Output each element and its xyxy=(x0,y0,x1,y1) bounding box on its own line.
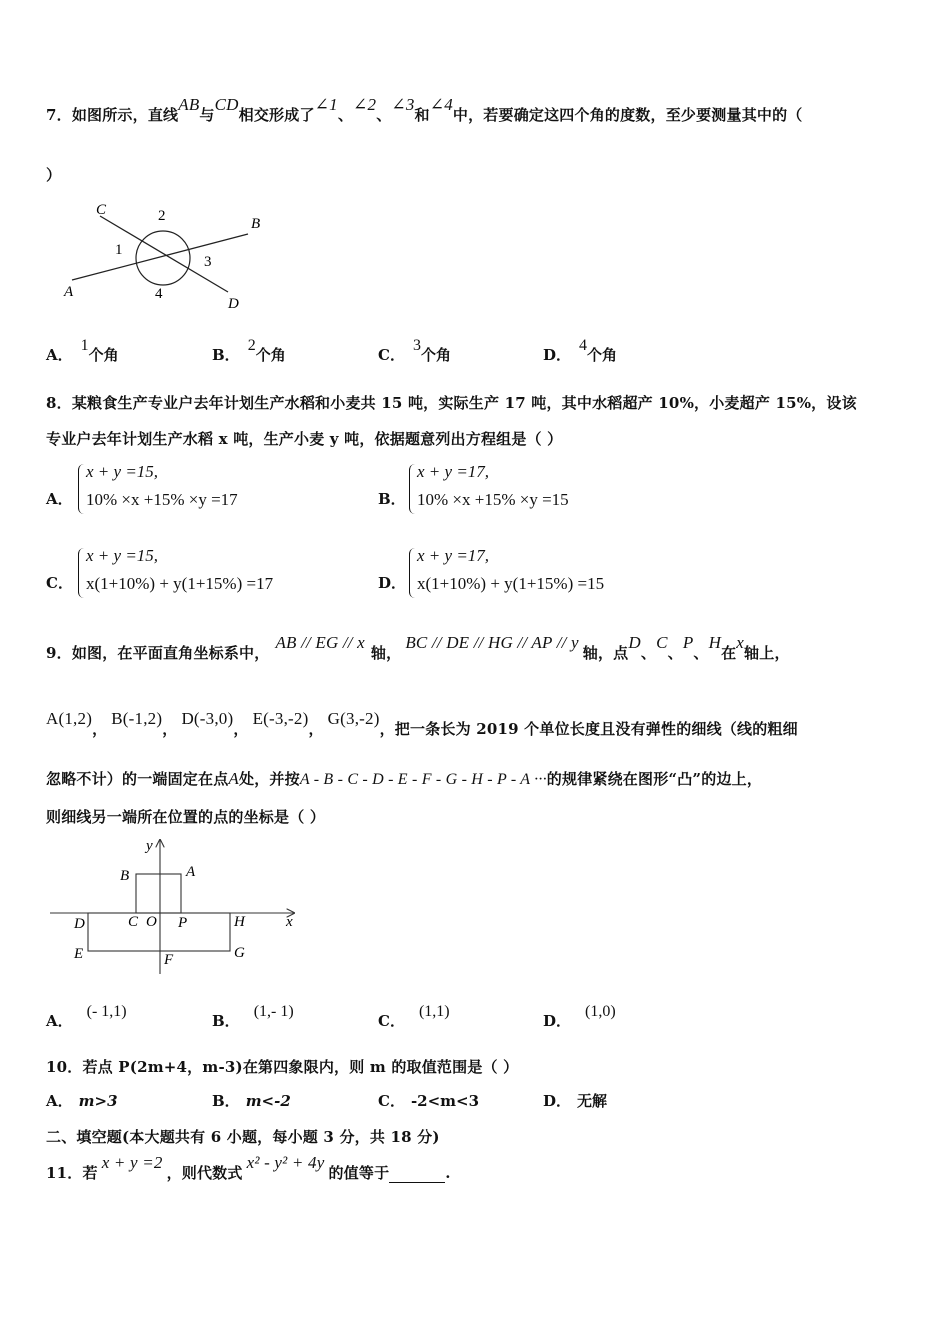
q11-number: 11．若 xyxy=(46,1164,98,1182)
q9-line3a: 忽略不计）的一端固定在点 xyxy=(46,770,229,788)
brace xyxy=(78,548,85,598)
option-letter: C． xyxy=(378,1092,405,1110)
brace xyxy=(78,464,85,514)
coord-b: B(-1,2) xyxy=(111,709,163,728)
option-letter: D． xyxy=(543,346,572,364)
option-value: (1,1) xyxy=(418,1003,450,1020)
q7-option-d[interactable] xyxy=(543,337,618,365)
point-c: C xyxy=(656,633,668,652)
option-text: m<-2 xyxy=(245,1092,291,1110)
q10-option-a[interactable] xyxy=(46,1090,118,1111)
q8-option-a-letter: A． xyxy=(46,490,73,508)
q7-line-ab: AB xyxy=(178,95,200,114)
q9-parallel-x: AB // EG // x xyxy=(275,633,365,652)
q9-axis: 轴， xyxy=(370,644,402,662)
sep: 、 xyxy=(640,644,657,662)
q10-option-d[interactable] xyxy=(543,1090,607,1111)
label-f: F xyxy=(164,952,174,968)
q9-intro: 9．如图，在平面直角坐标系中， xyxy=(46,644,270,662)
q7-and: 和 xyxy=(414,106,430,124)
q7-option-c[interactable] xyxy=(378,337,451,365)
option-number: 2 xyxy=(247,337,256,354)
q9-line2-tail: ，把一条长为 2019 个单位长度且没有弹性的细线（线的粗细 xyxy=(379,720,798,738)
q9-option-b[interactable] xyxy=(212,1003,294,1031)
label-3: 3 xyxy=(204,254,212,270)
q9-stem-line1 xyxy=(46,633,790,663)
option-text: 无解 xyxy=(577,1092,608,1110)
top-rect xyxy=(136,874,181,913)
q11-expression: x² - y² + 4y xyxy=(246,1153,325,1172)
q9-figure xyxy=(48,836,308,976)
option-letter: D． xyxy=(543,1012,572,1030)
q7-tail: 中，若要确定这四个角的度数，至少要测量其中的（ xyxy=(452,106,803,124)
q8-option-a[interactable] xyxy=(78,464,278,516)
q8-option-c-letter: C． xyxy=(46,574,73,592)
q9-option-c[interactable] xyxy=(378,1003,450,1031)
answer-blank[interactable] xyxy=(389,1168,445,1183)
option-letter: A． xyxy=(46,1092,73,1110)
option-text: 个角 xyxy=(587,346,618,364)
brace xyxy=(409,464,416,514)
comma: ， xyxy=(233,720,249,738)
option-text: 个角 xyxy=(255,346,286,364)
q10-option-b[interactable] xyxy=(212,1090,291,1111)
q10-stem: 10．若点 P(2m+4，m-3)在第四象限内，则 m 的取值范围是（ ） xyxy=(46,1058,519,1076)
equation-1: x + y =15, xyxy=(86,546,159,565)
q9-sequence: A - B - C - D - E - F - G - H - P - A ··· xyxy=(299,771,547,788)
option-letter: A． xyxy=(46,346,73,364)
comma: ， xyxy=(162,720,178,738)
coord-g: G(3,-2) xyxy=(327,709,380,728)
q10-option-c[interactable] xyxy=(378,1090,479,1111)
bottom-rect xyxy=(88,913,230,951)
q9-line3c: 的规律紧绕在图形“凸”的边上， xyxy=(546,770,763,788)
point-h: H xyxy=(708,633,722,652)
equation-1: x + y =17, xyxy=(417,462,490,481)
q8-option-d-letter: D． xyxy=(378,574,407,592)
equation-2: x(1+10%) + y(1+15%) =17 xyxy=(86,574,274,593)
q7-angle-4: ∠4 xyxy=(429,95,453,114)
q8-option-d[interactable] xyxy=(409,548,649,600)
q7-option-b[interactable] xyxy=(212,337,286,365)
q11-tail: 的值等于 xyxy=(328,1164,390,1182)
label-b: B xyxy=(251,216,261,232)
label-x: x xyxy=(286,914,293,930)
label-y: y xyxy=(146,838,153,854)
option-text: 个角 xyxy=(420,346,451,364)
line-ab xyxy=(72,234,248,280)
q11-stem xyxy=(46,1153,451,1183)
label-o: O xyxy=(146,914,157,930)
option-number: 3 xyxy=(412,337,421,354)
sep: 、 xyxy=(693,644,709,662)
label-a: A xyxy=(186,864,196,880)
coord-a: A(1,2) xyxy=(46,709,93,728)
option-text: 个角 xyxy=(88,346,119,364)
option-letter: B． xyxy=(212,346,240,364)
q9-parallel-y: BC // DE // HG // AP // y xyxy=(405,633,579,652)
label-c: C xyxy=(128,914,139,930)
q9-option-d[interactable] xyxy=(543,1003,616,1031)
equation-1: x + y =17, xyxy=(417,546,490,565)
sep: 、 xyxy=(667,644,683,662)
label-b: B xyxy=(120,868,130,884)
q7-figure xyxy=(58,196,278,316)
label-h: H xyxy=(234,914,245,930)
q11-mid: ，则代数式 xyxy=(166,1164,243,1182)
q7-sep: 、 xyxy=(376,106,392,124)
q9-stem-line3 xyxy=(46,768,762,789)
option-letter: A． xyxy=(46,1012,73,1030)
q7-stem xyxy=(46,95,803,125)
label-e: E xyxy=(74,946,84,962)
comma: ， xyxy=(92,720,108,738)
q7-sep: 、 xyxy=(337,106,354,124)
option-value: (- 1,1) xyxy=(86,1003,127,1020)
q8-option-c[interactable] xyxy=(78,548,318,600)
option-text: -2<m<3 xyxy=(410,1092,480,1110)
q8-option-b[interactable] xyxy=(409,464,609,516)
q9-axis: 轴，点 xyxy=(582,644,629,662)
q9-option-a[interactable] xyxy=(46,1003,127,1031)
section-heading: 二、填空题(本大题共有 6 小题，每小题 3 分，共 18 分) xyxy=(46,1128,440,1146)
q7-angle-2: ∠2 xyxy=(353,95,377,114)
option-value: (1,0) xyxy=(585,1003,616,1020)
q11-end: . xyxy=(445,1164,451,1182)
q7-number: 7．如图所示，直线 xyxy=(46,106,179,124)
x-axis-symbol: x xyxy=(736,633,745,652)
label-p: P xyxy=(178,915,188,931)
q7-mid: 相交形成了 xyxy=(238,106,315,124)
q9-line3b: 处，并按 xyxy=(239,770,300,788)
q7-close-paren: ） xyxy=(46,166,62,184)
q7-with: 与 xyxy=(199,106,215,124)
coord-e: E(-3,-2) xyxy=(252,709,309,728)
point-d: D xyxy=(628,633,641,652)
q7-angle-3: ∠3 xyxy=(391,95,415,114)
label-d: D xyxy=(74,916,85,932)
q9-on: 在 xyxy=(721,644,737,662)
q7-angle-1: ∠1 xyxy=(314,95,338,114)
point-p: P xyxy=(682,633,694,652)
comma: ， xyxy=(308,720,324,738)
point-a: A xyxy=(228,769,239,788)
coord-d: D(-3,0) xyxy=(181,709,234,728)
q9-stem-line4: 则细线另一端所在位置的点的坐标是（ ） xyxy=(46,808,326,826)
option-letter: B． xyxy=(212,1092,240,1110)
label-2: 2 xyxy=(158,208,166,224)
q11-condition: x + y =2 xyxy=(101,1153,163,1172)
equation-1: x + y =15, xyxy=(86,462,159,481)
option-number: 1 xyxy=(80,337,89,354)
brace xyxy=(409,548,416,598)
equation-2: 10% ×x +15% ×y =15 xyxy=(417,490,569,509)
q7-line-cd: CD xyxy=(214,95,239,114)
option-number: 4 xyxy=(579,337,588,354)
label-g: G xyxy=(234,945,245,961)
equation-2: 10% ×x +15% ×y =17 xyxy=(86,490,238,509)
equation-2: x(1+10%) + y(1+15%) =15 xyxy=(417,574,605,593)
q9-axis: 轴上， xyxy=(744,644,790,662)
option-letter: C． xyxy=(378,1012,405,1030)
q8-stem-line1: 8．某粮食生产专业户去年计划生产水稻和小麦共 15 吨，实际生产 17 吨，其中水稻超产 10%，小麦超产 15%，设该 xyxy=(46,394,857,412)
q8-option-b-letter: B． xyxy=(378,490,406,508)
option-value: (1,- 1) xyxy=(253,1003,294,1020)
option-letter: B． xyxy=(212,1012,240,1030)
label-d: D xyxy=(228,296,239,312)
label-a: A xyxy=(64,284,74,300)
label-c: C xyxy=(96,202,107,218)
q7-option-a[interactable] xyxy=(46,337,119,365)
q8-stem-line2: 专业户去年计划生产水稻 x 吨，生产小麦 y 吨，依据题意列出方程组是（ ） xyxy=(46,430,563,448)
label-4: 4 xyxy=(155,286,163,302)
angle-circle xyxy=(136,231,190,285)
q9-stem-line2 xyxy=(46,709,798,739)
option-text: m>3 xyxy=(78,1092,118,1110)
option-letter: C． xyxy=(378,346,405,364)
label-1: 1 xyxy=(115,242,123,258)
option-letter: D． xyxy=(543,1092,572,1110)
